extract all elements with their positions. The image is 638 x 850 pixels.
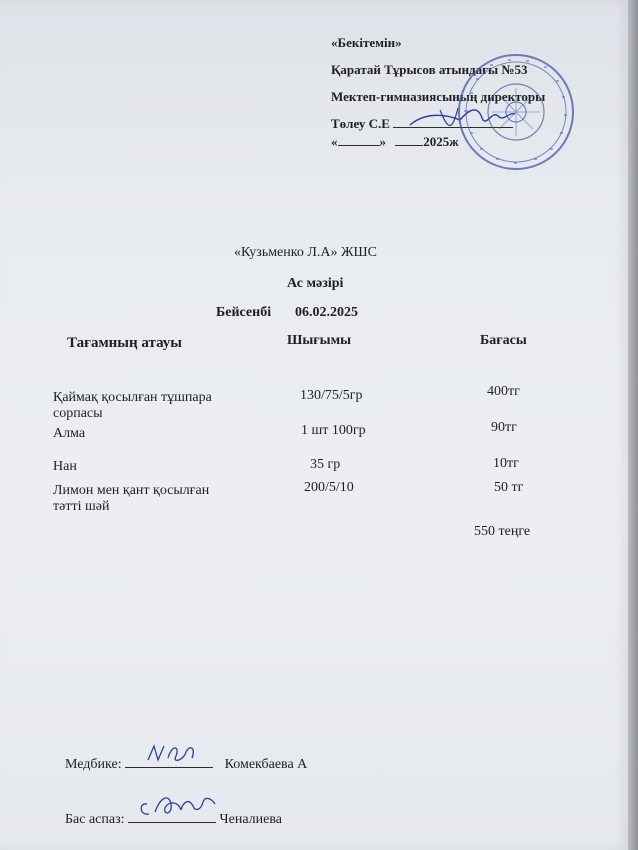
dish-yield: 1 шт 100гр xyxy=(301,423,366,438)
nurse-name: Комекбаева А xyxy=(224,757,308,772)
header-yield: Шығымы xyxy=(287,333,352,348)
school-name: Қаратай Тұрысов атындағы №53 xyxy=(331,62,528,77)
cook-label: Бас аспаз: xyxy=(65,812,125,827)
dish-price: 400тг xyxy=(487,384,520,399)
dish-name: Нан xyxy=(53,459,77,474)
header-price: Бағасы xyxy=(480,333,527,348)
dish-yield: 200/5/10 xyxy=(304,480,354,495)
year-suffix: 2025ж xyxy=(423,134,459,149)
cook-name: Ченалиева xyxy=(219,812,283,827)
dish-price: 90тг xyxy=(491,420,517,435)
director-title: Мектеп-гимназиясының директоры xyxy=(331,89,546,104)
dish-name: Алма xyxy=(53,426,86,441)
approval-label: «Бекітемін» xyxy=(331,35,402,50)
dish-name: Қаймақ қосылған тұшпара сорпасы xyxy=(53,390,212,421)
dish-name: Лимон мен қант қосылған тәтті шәй xyxy=(53,483,210,514)
header-dish-name: Тағамның атауы xyxy=(67,335,183,351)
day-blank xyxy=(338,145,380,146)
cook-signature xyxy=(135,790,225,824)
dish-price: 10тг xyxy=(493,456,519,471)
company-name: «Кузьменко Л.А» ЖШС xyxy=(234,245,377,260)
page-edge-shadow xyxy=(628,0,638,850)
total-price: 550 теңге xyxy=(474,524,531,539)
official-stamp xyxy=(456,52,576,172)
date-open-quote: « xyxy=(331,134,338,149)
nurse-signature xyxy=(140,738,210,768)
dish-yield: 35 гр xyxy=(310,457,341,472)
dish-yield: 130/75/5гр xyxy=(300,388,363,403)
date-close-quote: » xyxy=(379,134,386,149)
month-blank xyxy=(395,145,423,146)
menu-title: Ас мәзірі xyxy=(287,276,344,291)
director-name: Төлеу С.Е xyxy=(331,116,390,131)
menu-day: Бейсенбі xyxy=(216,305,272,320)
menu-date: 06.02.2025 xyxy=(295,305,358,320)
dish-price: 50 тг xyxy=(494,480,524,495)
nurse-label: Медбике: xyxy=(65,757,122,772)
